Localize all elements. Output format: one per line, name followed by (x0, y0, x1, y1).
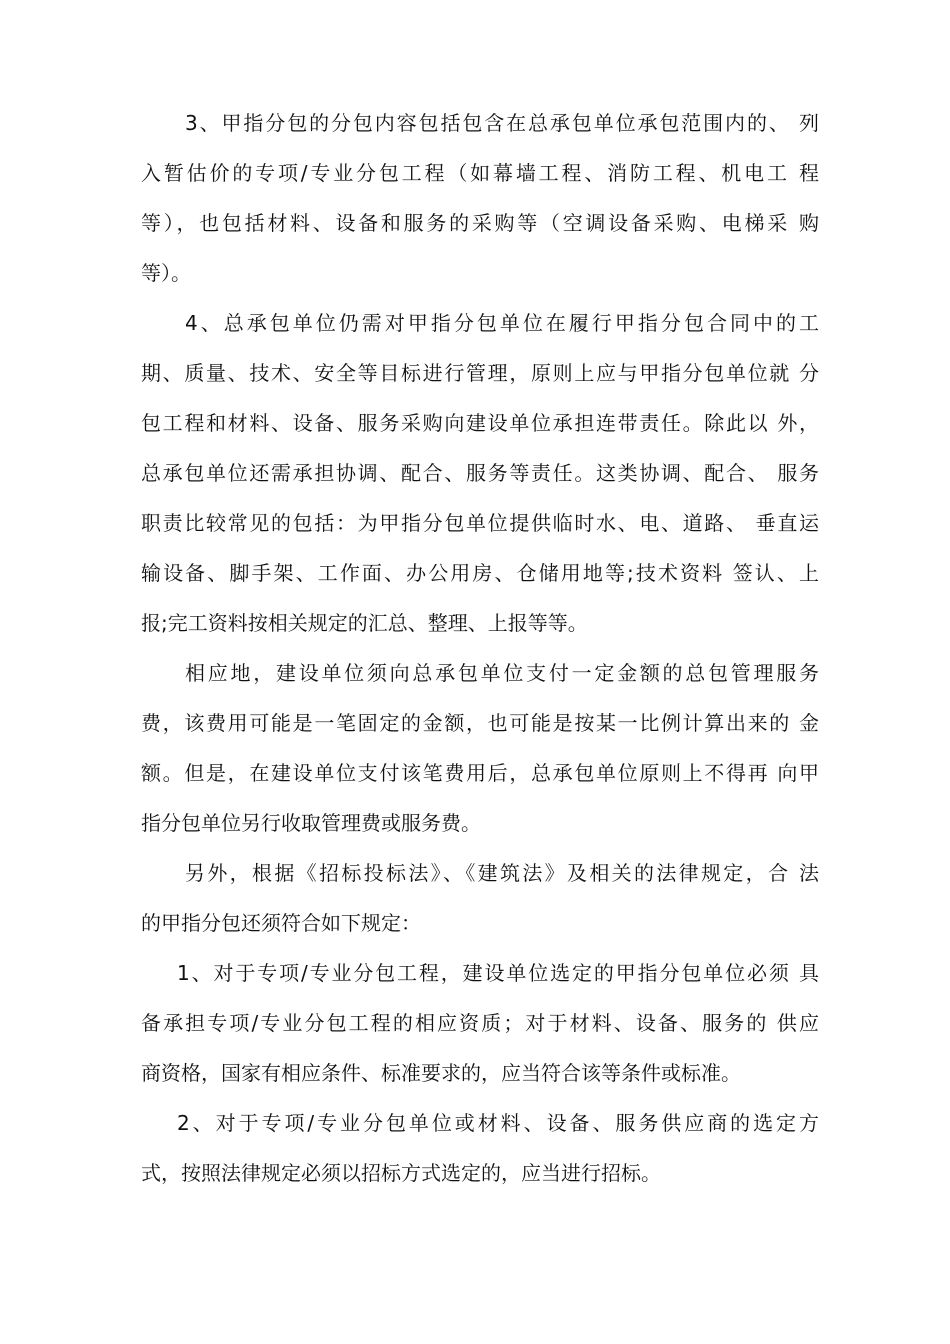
text-line: 相应地，建设单位须向总承包单位支付一定金额的总包管理服务 (185, 661, 819, 685)
text-line: 输设备、脚手架、工作面、办公用房、仓储用地等;技术资料 签认、上 (141, 561, 819, 585)
text-line: 报;完工资料按相关规定的汇总、整理、上报等等。 (141, 611, 588, 635)
text-line: 4、总承包单位仍需对甲指分包单位在履行甲指分包合同中的工 (185, 311, 819, 335)
paragraph-rule-2 (141, 1098, 819, 1198)
text-line: 总承包单位还需承担协调、配合、服务等责任。这类协调、配合、 服务 (141, 461, 819, 485)
text-line: 入暂估价的专项/专业分包工程（如幕墙工程、消防工程、机电工 程 (141, 161, 819, 185)
text-line: 式，按照法律规定必须以招标方式选定的，应当进行招标。 (141, 1161, 661, 1185)
text-line: 包工程和材料、设备、服务采购向建设单位承担连带责任。除此以 外， (141, 411, 819, 435)
text-line: 费，该费用可能是一笔固定的金额，也可能是按某一比例计算出来的 金 (141, 711, 819, 735)
paragraph-fee (141, 648, 819, 848)
text-line: 1、对于专项/专业分包工程，建设单位选定的甲指分包单位必须 具 (177, 961, 819, 985)
document-body (141, 98, 819, 1198)
paragraph-rule-1 (141, 948, 819, 1098)
text-line: 另外，根据《招标投标法》、《建筑法》及相关的法律规定，合 法 (185, 861, 819, 885)
text-line: 期、质量、技术、安全等目标进行管理，原则上应与甲指分包单位就 分 (141, 361, 819, 385)
text-line: 商资格，国家有相应条件、标准要求的，应当符合该等条件或标准。 (141, 1061, 741, 1085)
text-line: 3、甲指分包的分包内容包括包含在总承包单位承包范围内的、 列 (185, 111, 819, 135)
text-line: 指分包单位另行收取管理费或服务费。 (141, 811, 481, 835)
text-line: 2、对于专项/专业分包单位或材料、设备、服务供应商的选定方 (177, 1111, 819, 1135)
text-line: 备承担专项/专业分包工程的相应资质；对于材料、设备、服务的 供应 (141, 1011, 819, 1035)
text-line: 职责比较常见的包括：为甲指分包单位提供临时水、电、道路、 垂直运 (141, 511, 819, 535)
text-line: 等），也包括材料、设备和服务的采购等（空调设备采购、电梯采 购 (141, 211, 819, 235)
paragraph-law (141, 848, 819, 948)
text-line: 等）。 (141, 261, 191, 285)
text-line: 额。但是，在建设单位支付该笔费用后，总承包单位原则上不得再 向甲 (141, 761, 819, 785)
text-line: 的甲指分包还须符合如下规定： (141, 911, 421, 935)
paragraph-3 (141, 98, 819, 298)
paragraph-4 (141, 298, 819, 648)
